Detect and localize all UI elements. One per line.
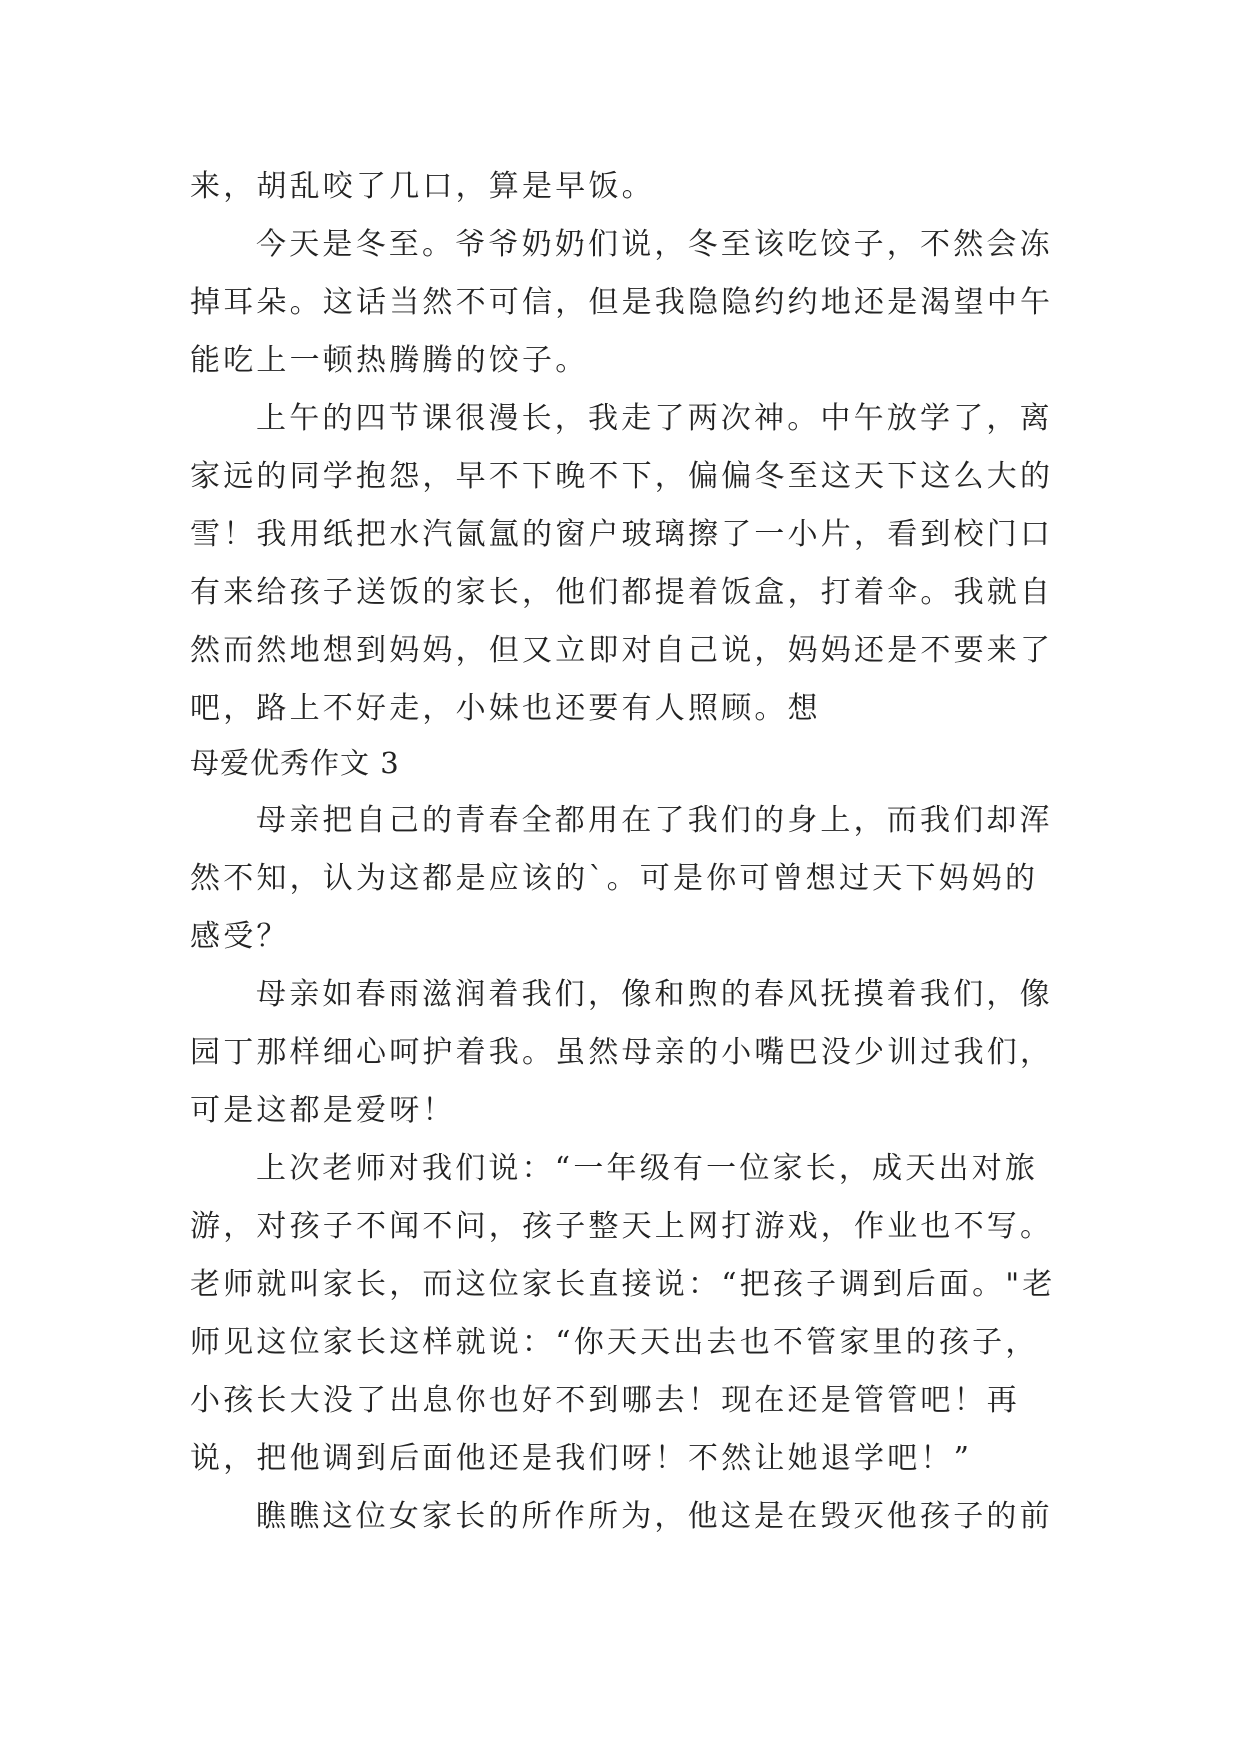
paragraph-start-line: 上次老师对我们说：“一年级有一位家长，成天出对旅 <box>256 1151 1039 1186</box>
text-line: 园丁那样细心呵护着我。虽然母亲的小嘴巴没少训过我们， <box>190 1035 1054 1070</box>
text-line: 吧，路上不好走，小妹也还要有人照顾。想 <box>190 691 821 726</box>
text-line: 能吃上一顿热腾腾的饺子。 <box>190 343 589 378</box>
paragraph-start-line: 母亲如春雨滋润着我们，像和煦的春风抚摸着我们，像 <box>256 977 1053 1012</box>
text-line: 雪！我用纸把水汽氤氲的窗户玻璃擦了一小片，看到校门口 <box>190 517 1054 552</box>
text-line: 然不知，认为这都是应该的`。可是你可曾想过天下妈妈的 <box>190 861 1039 896</box>
paragraph-start-line: 母亲把自己的青春全都用在了我们的身上，而我们却浑 <box>256 803 1053 838</box>
text-line: 游，对孩子不闻不问，孩子整天上网打游戏，作业也不写。 <box>190 1209 1054 1244</box>
section-heading: 母爱优秀作文 3 <box>190 746 400 780</box>
text-line: 家远的同学抱怨，早不下晚不下，偏偏冬至这天下这么大的 <box>190 459 1054 494</box>
text-line: 老师就叫家长，而这位家长直接说：“把孩子调到后面。"老 <box>190 1267 1056 1302</box>
text-line: 说，把他调到后面他还是我们呀！不然让她退学吧！” <box>190 1441 973 1476</box>
text-line: 感受？ <box>190 919 290 954</box>
document-body <box>190 158 1070 1546</box>
text-line: 来，胡乱咬了几口，算是早饭。 <box>190 169 655 204</box>
text-line: 然而然地想到妈妈，但又立即对自己说，妈妈还是不要来了 <box>190 633 1054 668</box>
paragraph-start-line: 上午的四节课很漫长，我走了两次神。中午放学了，离 <box>256 401 1053 436</box>
text-line: 有来给孩子送饭的家长，他们都提着饭盒，打着伞。我就自 <box>190 575 1054 610</box>
paragraph-start-line: 今天是冬至。爷爷奶奶们说，冬至该吃饺子，不然会冻 <box>256 227 1053 262</box>
text-line: 可是这都是爱呀！ <box>190 1093 456 1128</box>
paragraph-start-line: 瞧瞧这位女家长的所作所为，他这是在毁灭他孩子的前 <box>256 1499 1053 1534</box>
text-line: 掉耳朵。这话当然不可信，但是我隐隐约约地还是渴望中午 <box>190 285 1054 320</box>
text-line: 小孩长大没了出息你也好不到哪去！现在还是管管吧！再 <box>190 1383 1020 1418</box>
text-line: 师见这位家长这样就说：“你天天出去也不管家里的孩子， <box>190 1325 1039 1360</box>
